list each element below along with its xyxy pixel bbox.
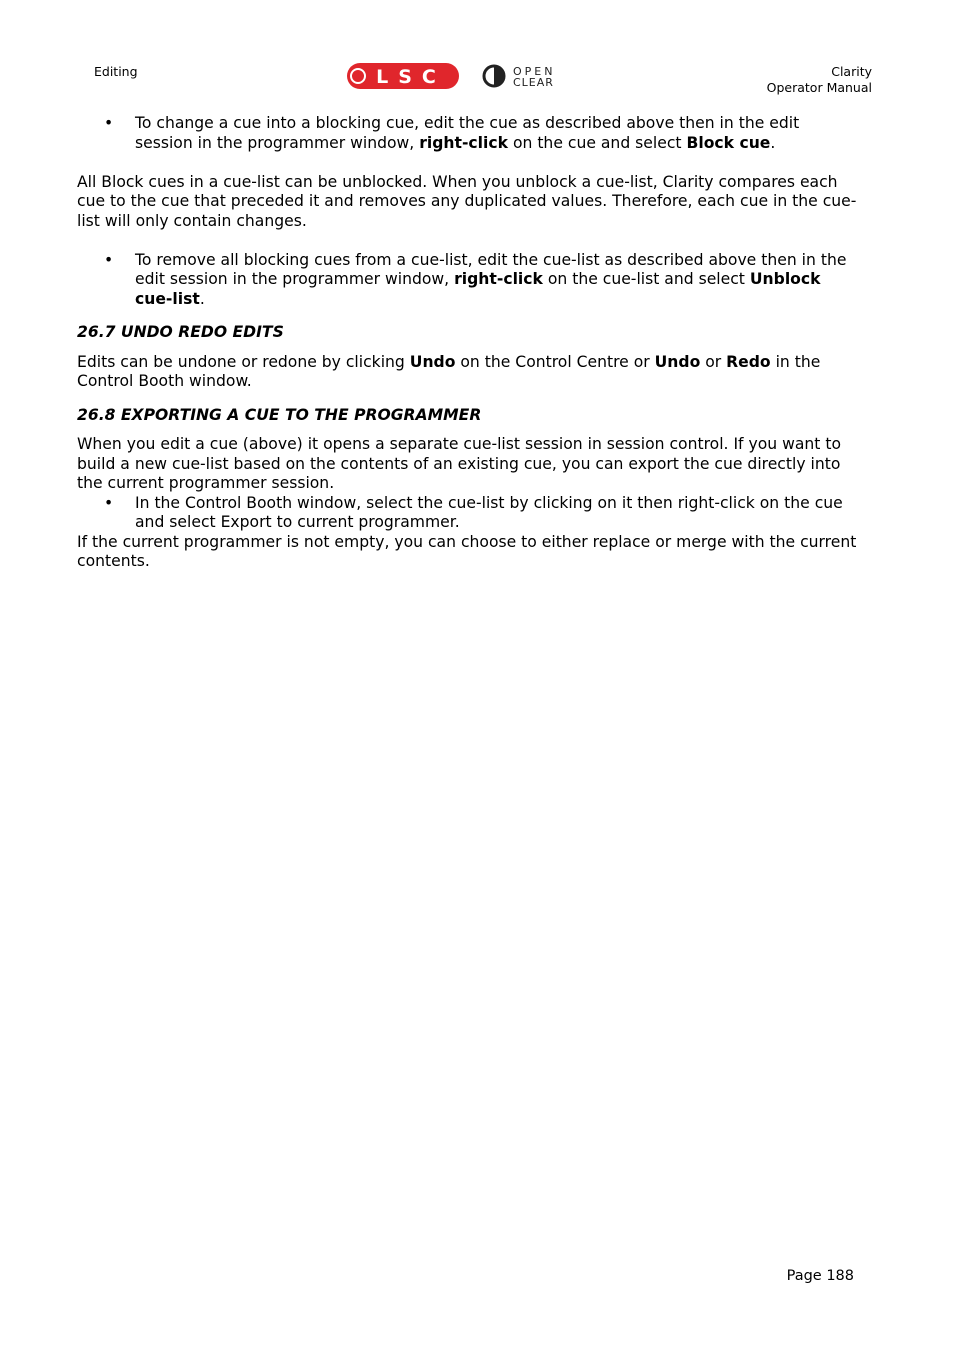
bullet-block-cue [77, 114, 857, 153]
bold-text: Redo [726, 352, 771, 371]
text: on the Control Centre or [455, 352, 655, 371]
paragraph-undo-redo [77, 353, 857, 392]
lsc-logo-text: LSC [376, 66, 446, 88]
bold-text: right-click [419, 133, 508, 152]
bullet-dot: • [104, 114, 114, 132]
text: . [770, 133, 776, 152]
text: To change a cue into a blocking cue, edit the cue as described above then in the edit session in the programmer window, [135, 114, 800, 152]
header-manual: Operator Manual [766, 80, 872, 95]
text: In the Control Booth window, select the cue-list by clicking on it then right-click on the cue and select Export to current programmer. [135, 493, 843, 531]
bold-text: right-click [454, 270, 543, 288]
open-clear-logo [481, 63, 579, 89]
bold-text: Unblock cue-list [135, 270, 821, 308]
bullet-export [77, 494, 857, 533]
text: in the Control Booth window. [77, 352, 821, 390]
text: or [700, 352, 727, 371]
text: on the cue-list and select [542, 270, 750, 288]
text: Edits can be undone or redone by clicking [77, 352, 410, 371]
text: on the cue and select [507, 133, 687, 152]
paragraph-replace-merge: If the current programmer is not empty, you can choose to either replace or merge with the current contents. [77, 532, 857, 570]
header-section-title: Editing [94, 64, 138, 79]
text: . [199, 289, 205, 308]
bold-text: Block cue [686, 133, 771, 152]
clear-logo-text: CLEAR [513, 76, 554, 89]
paragraph-unblock: All Block cues in a cue-list can be unblocked. When you unblock a cue-list, Clarity compares each cue to the cue that preceded it and removes any duplicated values. Therefore, each cue in the cue-list will only contain changes. [77, 172, 857, 230]
bullet-unblock-cue-list [77, 251, 857, 310]
bold-text: Undo [409, 352, 456, 371]
open-logo-text: OPEN [513, 65, 556, 78]
page-content [77, 114, 857, 572]
bold-text: Undo [654, 352, 701, 371]
lsc-logo [345, 62, 461, 90]
bullet-dot: • [104, 493, 114, 512]
header-product: Clarity [831, 64, 872, 79]
page-number: Page 188 [786, 1268, 854, 1284]
section-heading-undo-redo: 26.7 UNDO REDO EDITS [77, 323, 284, 341]
header-document-title [767, 64, 872, 96]
text: To remove all blocking cues from a cue-list, edit the cue-list as described above then in the edit session in the programmer window, [135, 250, 847, 288]
bullet-dot: • [104, 250, 114, 269]
paragraph-export: When you edit a cue (above) it opens a separate cue-list session in session control. If you want to build a new cue-list based on the contents of an existing cue, you can export the cue directly into the current programmer session. [77, 435, 842, 492]
section-heading-exporting: 26.8 EXPORTING A CUE TO THE PROGRAMMER [77, 405, 482, 424]
